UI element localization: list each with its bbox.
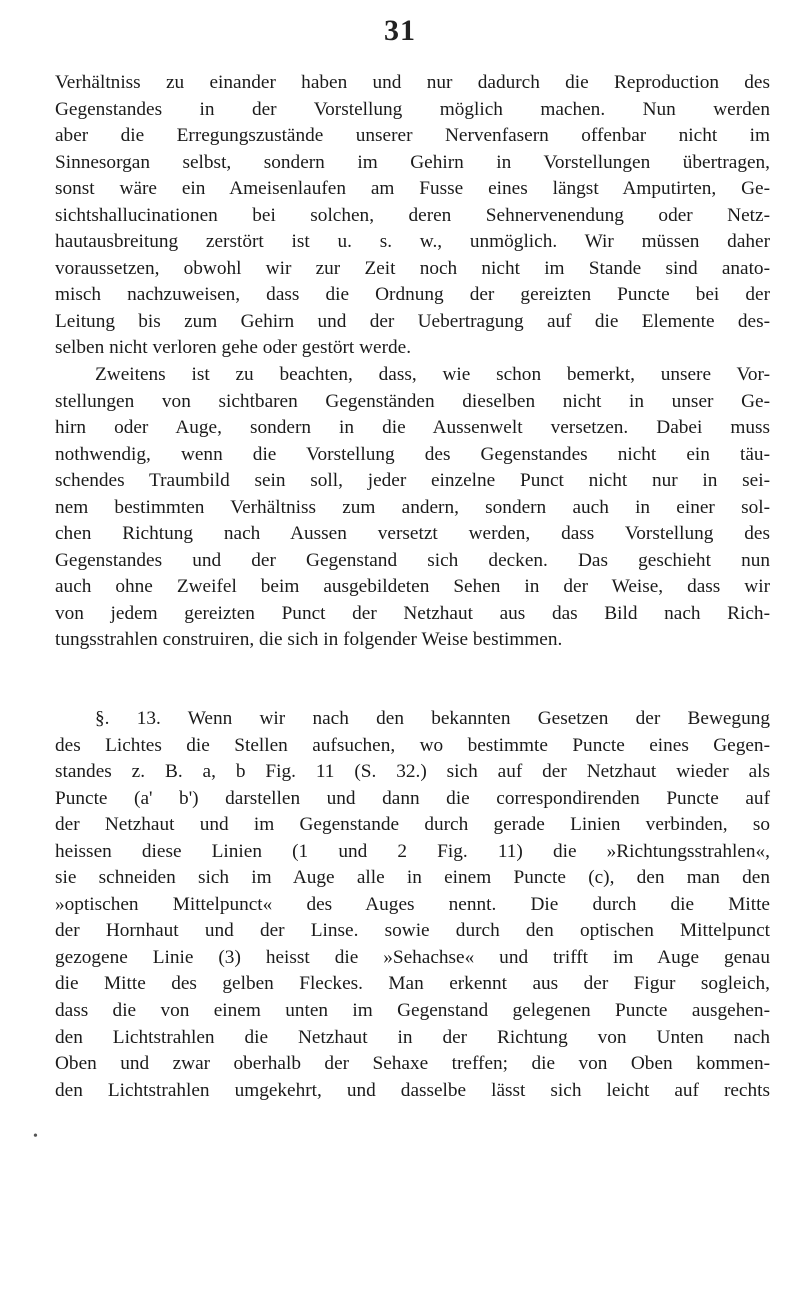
- text-line: voraussetzen, obwohl wir zur Zeit noch nicht im Stande sind anato-: [55, 257, 770, 279]
- text-line: Leitung bis zum Gehirn und der Uebertragung auf die Elemente des-: [55, 310, 770, 332]
- paragraph-1: [55, 70, 770, 362]
- text-line: Puncte (a' b') darstellen und dann die correspondirenden Puncte auf: [55, 787, 770, 809]
- text-line: der Hornhaut und der Linse. sowie durch den optischen Mittelpunct: [55, 920, 770, 942]
- text-line: des Lichtes die Stellen aufsuchen, wo bestimmte Puncte eines Gegen-: [55, 734, 770, 756]
- text-line: Gegenstandes und der Gegenstand sich decken. Das geschieht nun: [55, 549, 770, 571]
- text-line: Sinnesorgan selbst, sondern im Gehirn in Vorstellungen übertragen,: [55, 151, 770, 173]
- paragraph-3: [55, 706, 770, 1104]
- text-line: Oben und zwar oberhalb der Sehaxe treffen; die von Oben kommen-: [55, 1053, 770, 1075]
- text-line: Gegenstandes in der Vorstellung möglich machen. Nun werden: [55, 98, 770, 120]
- text-line: die Mitte des gelben Fleckes. Man erkennt aus der Figur sogleich,: [55, 973, 770, 995]
- text-line: nothwendig, wenn die Vorstellung des Gegenstandes nicht ein täu-: [55, 443, 770, 465]
- text-line: hirn oder Auge, sondern in die Aussenwelt versetzen. Dabei muss: [55, 417, 770, 439]
- text-line: misch nachzuweisen, dass die Ordnung der gereizten Puncte bei der: [55, 284, 770, 306]
- text-line: der Netzhaut und im Gegenstande durch gerade Linien verbinden, so: [55, 814, 770, 836]
- text-line: von jedem gereizten Punct der Netzhaut aus das Bild nach Rich-: [55, 602, 770, 624]
- text-line: selben nicht verloren gehe oder gestört werde.: [55, 337, 412, 359]
- text-line: heissen diese Linien (1 und 2 Fig. 11) die »Richtungsstrahlen«,: [55, 840, 770, 862]
- text-block-section-13: [55, 706, 770, 1104]
- text-line: chen Richtung nach Aussen versetzt werden, dass Vorstellung des: [55, 523, 770, 545]
- text-line: standes z. B. a, b Fig. 11 (S. 32.) sich auf der Netzhaut wieder als: [55, 761, 770, 783]
- text-line: §. 13. Wenn wir nach den bekannten Gesetzen der Bewegung: [95, 708, 770, 729]
- text-line: dass die von einem unten im Gegenstand gelegenen Puncte ausgehen-: [55, 1000, 770, 1022]
- text-line: schendes Traumbild sein soll, jeder einzelne Punct nicht nur in sei-: [55, 470, 770, 492]
- text-line: sie schneiden sich im Auge alle in einem Puncte (c), den man den: [55, 867, 770, 889]
- page-number: 31: [384, 14, 416, 47]
- text-line: Verhältniss zu einander haben und nur dadurch die Reproduction des: [55, 72, 770, 93]
- text-line: den Lichtstrahlen umgekehrt, und dasselbe lässt sich leicht auf rechts: [55, 1079, 770, 1101]
- text-line: stellungen von sichtbaren Gegenständen dieselben nicht in unser Ge-: [55, 390, 770, 412]
- text-line: gezogene Linie (3) heisst die »Sehachse« und trifft im Auge genau: [55, 946, 770, 968]
- text-line: »optischen Mittelpunct« des Auges nennt. Die durch die Mitte: [55, 893, 770, 915]
- margin-dot-mark: •: [33, 1129, 38, 1144]
- text-line: auch ohne Zweifel beim ausgebildeten Sehen in der Weise, dass wir: [55, 576, 770, 598]
- text-line: nem bestimmten Verhältniss zum andern, sondern auch in einer sol-: [55, 496, 770, 518]
- text-line: sonst wäre ein Ameisenlaufen am Fusse eines längst Amputirten, Ge-: [55, 178, 770, 200]
- text-block-top: [55, 70, 770, 654]
- text-line: den Lichtstrahlen die Netzhaut in der Richtung von Unten nach: [55, 1026, 770, 1048]
- text-line: sichtshallucinationen bei solchen, deren Sehnervenendung oder Netz-: [55, 204, 770, 226]
- paragraph-2: [55, 362, 770, 654]
- text-line: aber die Erregungszustände unserer Nervenfasern offenbar nicht im: [55, 125, 770, 147]
- text-line: tungsstrahlen construiren, die sich in folgender Weise bestimmen.: [55, 629, 563, 651]
- text-line: hautausbreitung zerstört ist u. s. w., unmöglich. Wir müssen daher: [55, 231, 770, 253]
- text-line: Zweitens ist zu beachten, dass, wie schon bemerkt, unsere Vor-: [95, 364, 770, 386]
